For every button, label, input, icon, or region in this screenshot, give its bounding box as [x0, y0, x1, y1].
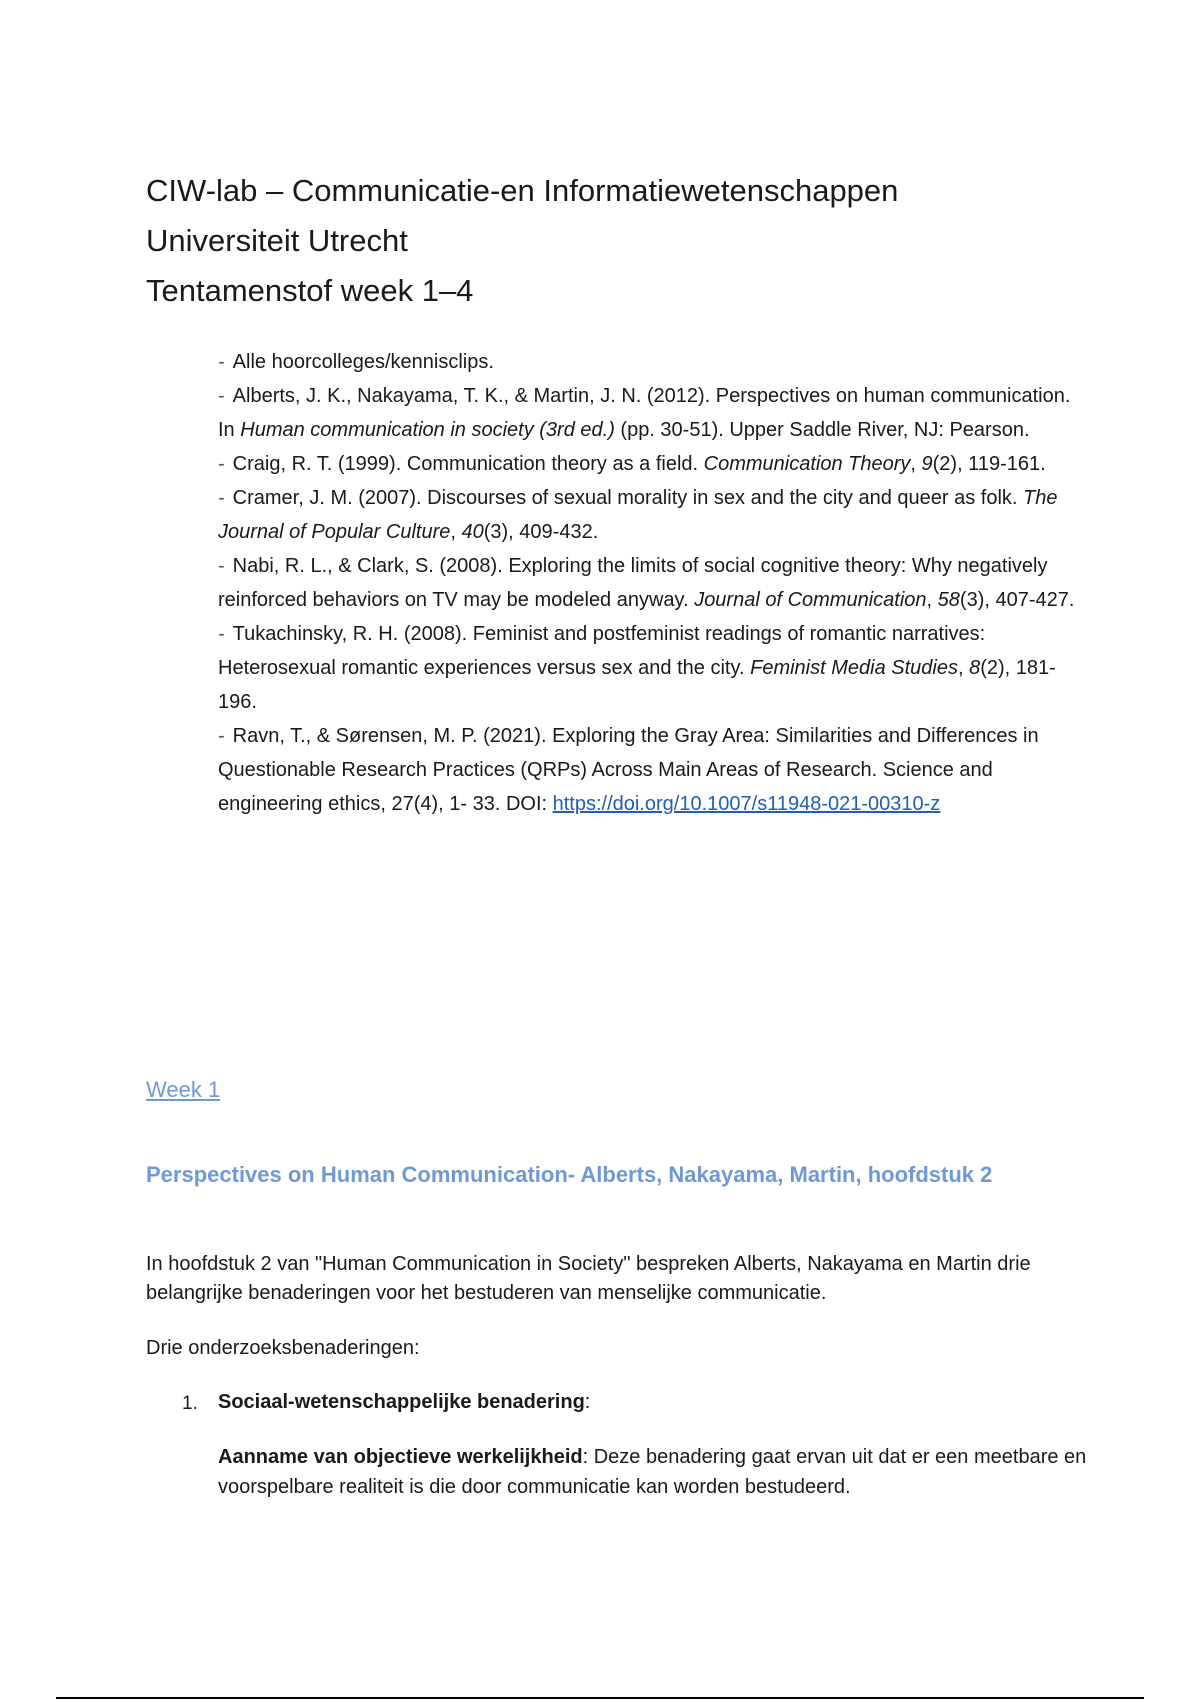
- section-heading: Perspectives on Human Communication- Alberts, Nakayama, Martin, hoofdstuk 2: [146, 1162, 993, 1187]
- reference-text: ,: [450, 521, 462, 543]
- reference-item: [218, 617, 1088, 719]
- bullet-dash: -: [218, 351, 225, 373]
- list-item-sub-text: : Deze benadering gaat ervan uit dat er een meetbare en voorspelbare realiteit is die door communicatie kan worden bestudeerd.: [218, 1446, 1087, 1498]
- reference-volume: 8: [969, 657, 981, 679]
- reference-text: ,: [910, 453, 922, 475]
- reference-text: (2), 181-196.: [218, 657, 1056, 713]
- reference-journal: Feminist Media Studies: [750, 657, 958, 679]
- list-item-title-suffix: :: [584, 1391, 591, 1413]
- reference-text: Cramer, J. M. (2007). Discourses of sexual morality in sex and the city and queer as folk.: [232, 487, 1024, 509]
- approaches-label: Drie onderzoeksbenaderingen:: [146, 1337, 420, 1359]
- reference-volume: 58: [937, 589, 960, 611]
- bottom-rule: [56, 1697, 1144, 1699]
- list-item-title: [218, 1388, 590, 1417]
- reference-text: ,: [957, 657, 970, 679]
- bullet-dash: -: [218, 385, 225, 407]
- reference-book-title: Human communication in society (3rd ed.): [240, 419, 615, 441]
- reference-item: [218, 345, 1088, 379]
- bullet-dash: -: [218, 453, 225, 475]
- reference-item: [218, 379, 1088, 447]
- bullet-dash: -: [218, 725, 225, 747]
- list-item-sub-heading: Aanname van objectieve werkelijkheid: [218, 1446, 583, 1468]
- doi-link[interactable]: https://doi.org/10.1007/s11948-021-00310-z: [552, 793, 941, 815]
- reference-text: ,: [926, 589, 938, 611]
- list-number: 1.: [182, 1393, 198, 1414]
- reference-text: Ravn, T., & Sørensen, M. P. (2021). Exploring the Gray Area: Similarities and Differences in Questionable Research Practices (QRPs) Across Main Areas of Research. Science and engineering ethics, 27(4), 1- 33. DOI:: [218, 725, 1039, 815]
- university-name: Universiteit Utrecht: [146, 223, 408, 258]
- reference-volume: 40: [461, 521, 484, 543]
- reference-item: [218, 549, 1088, 617]
- document-header: [146, 166, 1106, 316]
- reference-text: Alle hoorcolleges/kennisclips.: [232, 351, 494, 373]
- intro-paragraph: In hoofdstuk 2 van "Human Communication in Society" bespreken Alberts, Nakayama en Martin drie belangrijke benaderingen voor het bestuderen van menselijke communicatie.: [146, 1253, 1031, 1304]
- exam-scope-title: Tentamenstof week 1–4: [146, 273, 474, 308]
- reference-text: Alberts, J. K., Nakayama, T. K., & Martin, J. N. (2012). Perspectives on human communication. In: [218, 385, 1071, 441]
- reference-list: [218, 345, 1088, 821]
- reference-text: (2), 119-161.: [932, 453, 1046, 475]
- reference-text: (3), 407-427.: [959, 589, 1075, 611]
- reference-text: Tukachinsky, R. H. (2008). Feminist and postfeminist readings of romantic narratives: Heterosexual romantic experiences versus sex and the city.: [218, 623, 986, 679]
- bullet-dash: -: [218, 555, 225, 577]
- list-item-title-text: Sociaal-wetenschappelijke benadering: [218, 1391, 585, 1413]
- week-1-heading-link[interactable]: Week 1: [146, 1077, 221, 1102]
- bullet-dash: -: [218, 487, 225, 509]
- reference-volume: 9: [921, 453, 933, 475]
- course-title: CIW-lab – Communicatie-en Informatiewetenschappen: [146, 173, 899, 208]
- reference-text: (pp. 30-51). Upper Saddle River, NJ: Pearson.: [614, 419, 1030, 441]
- reference-journal: Communication Theory: [703, 453, 911, 475]
- reference-journal: Journal of Communication: [694, 589, 927, 611]
- reference-item: [218, 481, 1088, 549]
- reference-text: Craig, R. T. (1999). Communication theory as a field.: [232, 453, 704, 475]
- reference-text: (3), 409-432.: [483, 521, 599, 543]
- list-item-body: [218, 1442, 1098, 1502]
- reference-text: Nabi, R. L., & Clark, S. (2008). Exploring the limits of social cognitive theory: Why negatively reinforced behaviors on TV may be modeled anyway.: [218, 555, 1048, 611]
- bullet-dash: -: [218, 623, 225, 645]
- reference-item: [218, 447, 1088, 481]
- reference-item: [218, 719, 1088, 821]
- reference-journal: The Journal of Popular Culture: [218, 487, 1058, 543]
